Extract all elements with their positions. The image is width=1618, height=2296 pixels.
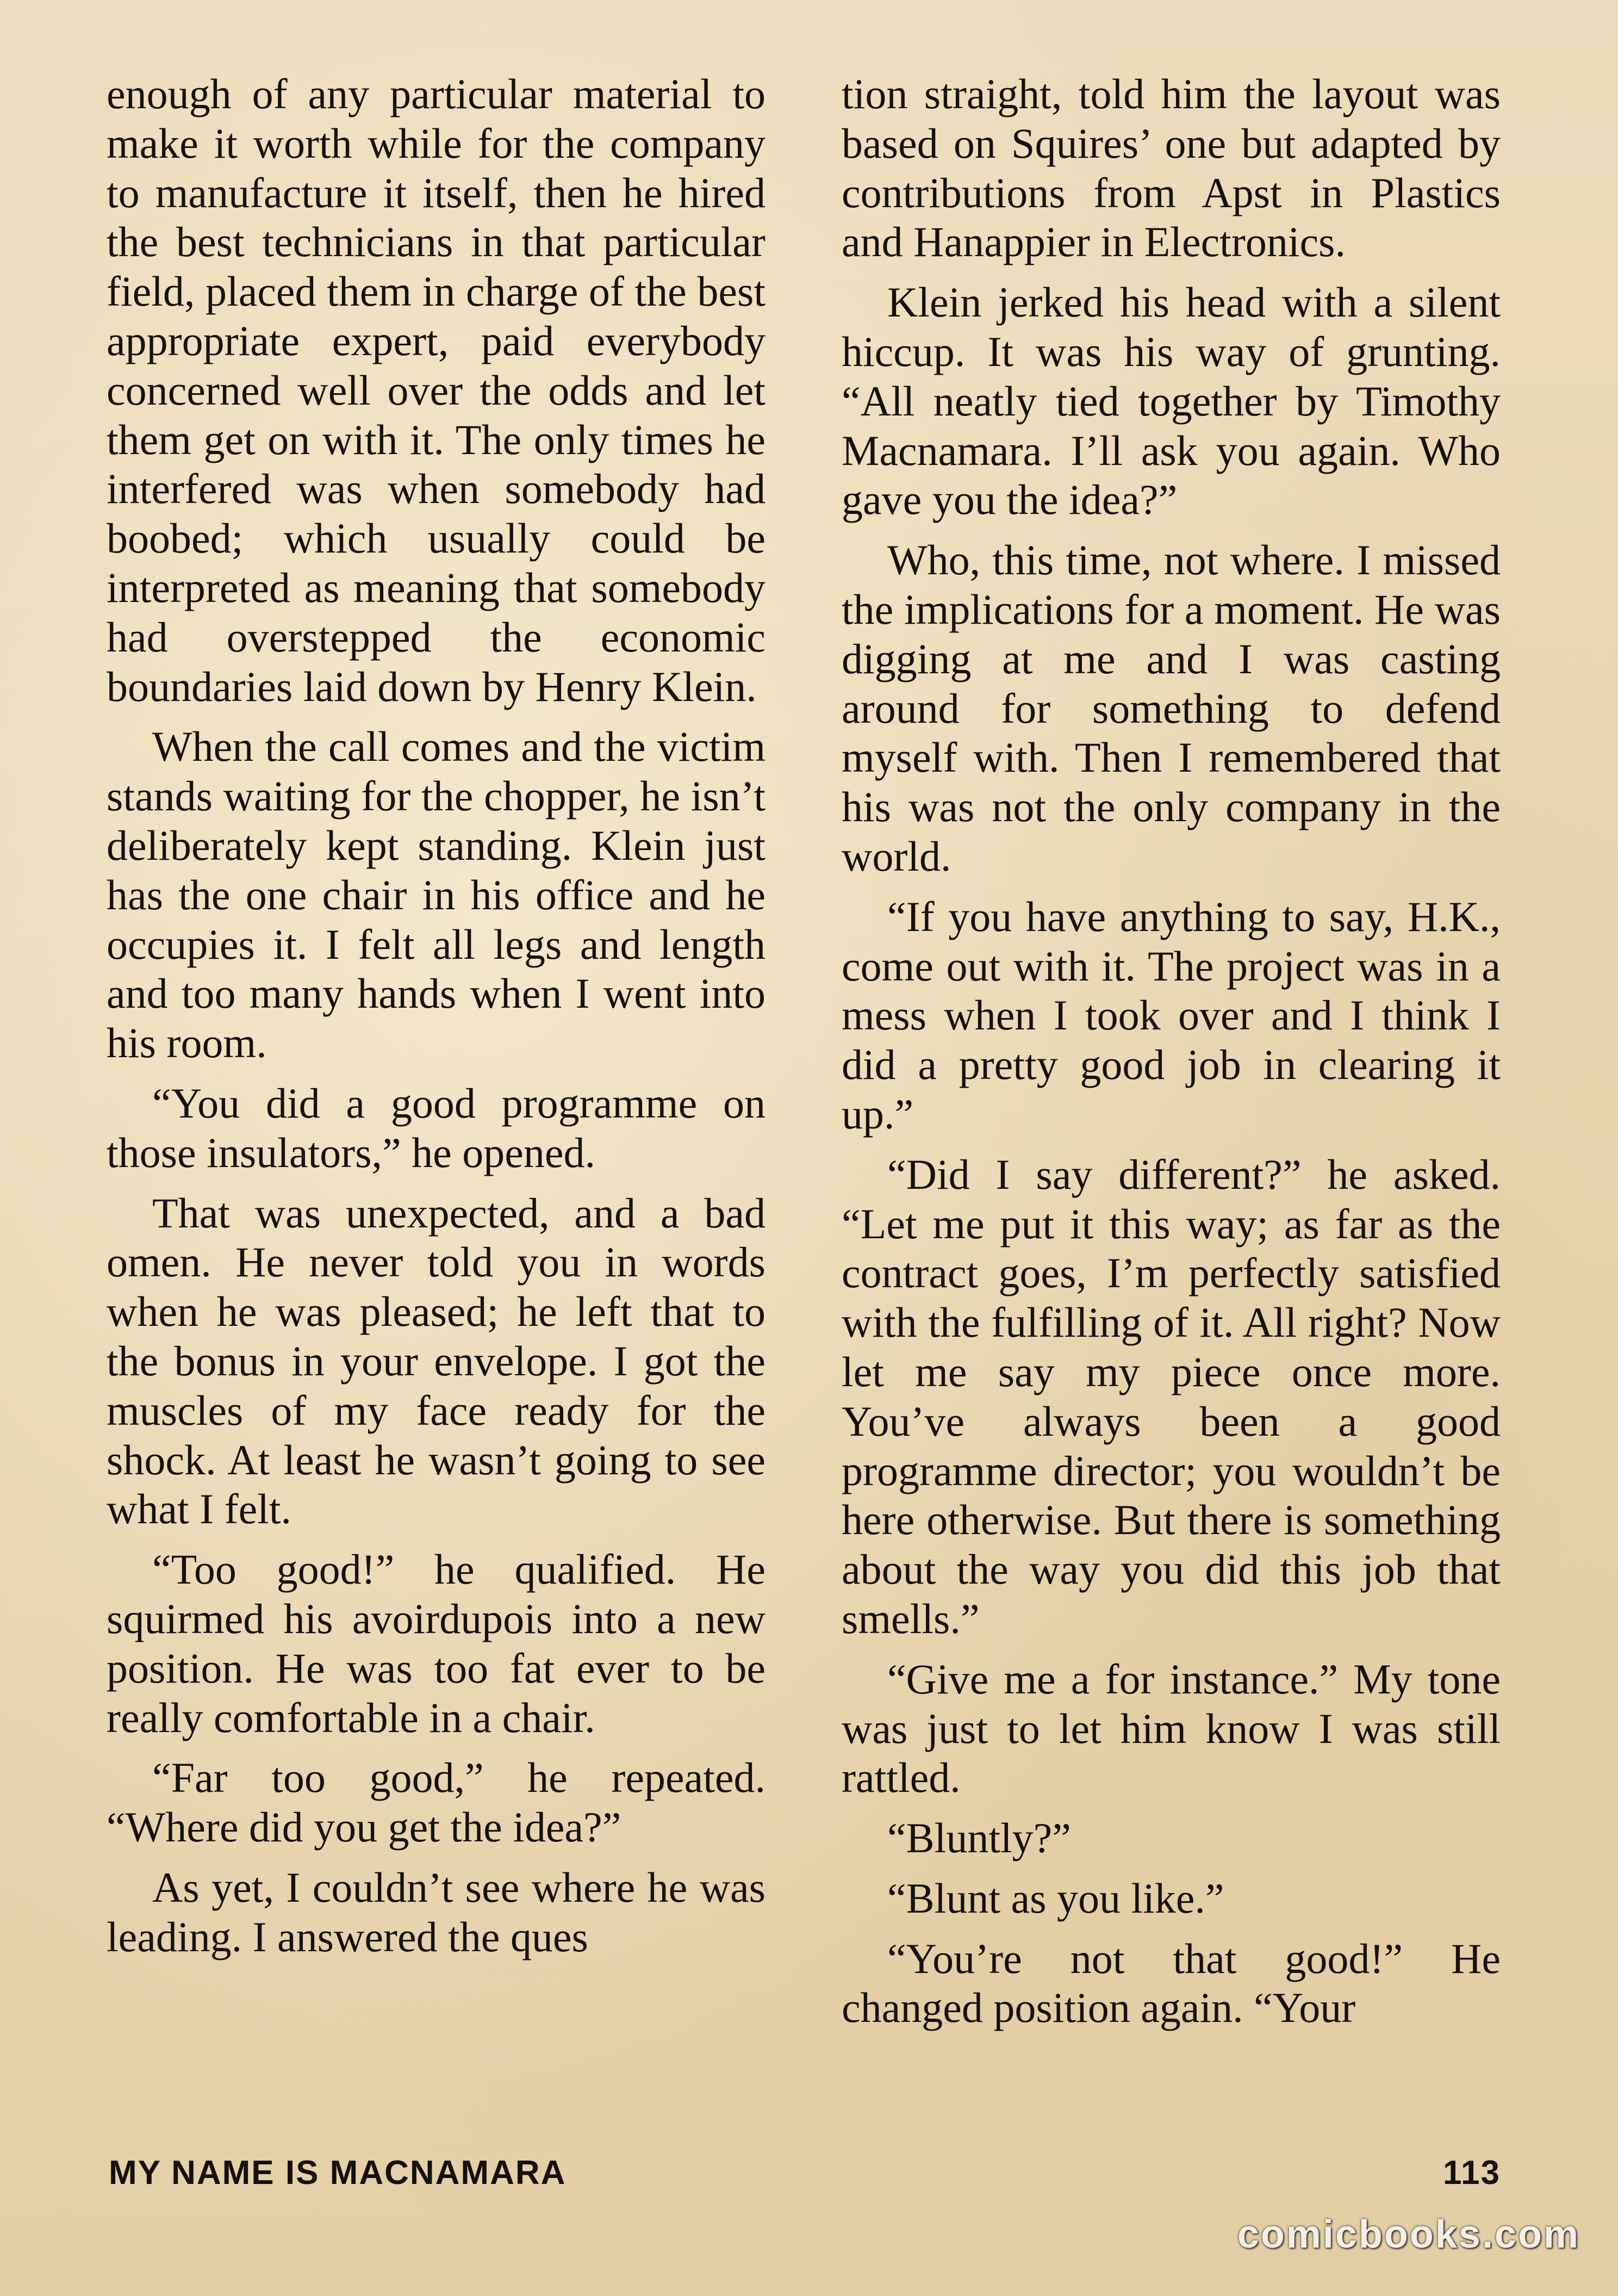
- paragraph: “Give me a for instance.” My tone was just to let him know I was still rattled.: [842, 1655, 1501, 1802]
- watermark: comicbooks.com: [1237, 2213, 1580, 2256]
- page-number: 113: [1442, 2154, 1501, 2192]
- paragraph: enough of any particular material to make it worth while for the company to manufacture it itself, then he hired the best technicians in that particular field, placed them in charge of the best appropriate expert, paid everybody concerned well over the odds and let them get on with it. The only times he interfered was when somebody had boobed; which usually could be interpreted as meaning that somebody had overstepped the economic boundaries laid down by Henry Klein.: [107, 70, 766, 710]
- page-footer: [109, 2154, 1501, 2197]
- paragraph: “Too good!” he qualified. He squirmed his avoirdupois into a new position. He was too fat ever to be really comfortable in a chair.: [107, 1546, 766, 1741]
- paragraph: That was unexpected, and a bad omen. He never told you in words when he was pleased; he left that to the bonus in your envelope. I got the muscles of my face ready for the shock. At least he wasn’t going to see what I felt.: [107, 1189, 766, 1533]
- left-text-column: [107, 70, 766, 1972]
- running-title: MY NAME IS MACNAMARA: [109, 2154, 567, 2192]
- paragraph: “Did I say different?” he asked. “Let me put it this way; as far as the contract goes, I’m perfectly satisfied with the fulfilling of it. All right? Now let me say my piece once more. You’ve always been a good programme director; you wouldn’t be here otherwise. But there is something about the way you did this job that smells.”: [842, 1150, 1501, 1642]
- paragraph: As yet, I couldn’t see where he was leading. I answered the ques: [107, 1863, 766, 1960]
- paragraph: “If you have anything to say, H.K., come out with it. The project was in a mess when I took over and I think I did a pretty good job in clearing it up.”: [842, 892, 1501, 1138]
- paragraph: “Far too good,” he repeated. “Where did you get the idea?”: [107, 1754, 766, 1851]
- paragraph: “Blunt as you like.”: [887, 1874, 1224, 1922]
- paragraph: Klein jerked his head with a silent hiccup. It was his way of grunting. “All neatly tied together by Timothy Macnamara. I’ll ask you again. Who gave you the idea?”: [842, 278, 1501, 524]
- paragraph: When the call comes and the victim stands waiting for the chopper, he isn’t deliberately kept standing. Klein just has the one chair in his office and he occupies it. I felt all legs and length and too many hands when I went into his room.: [107, 723, 766, 1067]
- paragraph: “You did a good programme on those insulators,” he opened.: [107, 1079, 766, 1176]
- paragraph: “Bluntly?”: [887, 1814, 1071, 1862]
- right-text-column: [842, 70, 1501, 2044]
- paragraph: “You’re not that good!” He changed position again. “Your: [842, 1934, 1501, 2032]
- paragraph: tion straight, told him the layout was based on Squires’ one but adapted by contributions from Apst in Plastics and Hanappier in Electronics.: [842, 70, 1501, 266]
- paragraph: Who, this time, not where. I missed the implications for a moment. He was digging at me and I was casting around for something to defend myself with. Then I remembered that his was not the only company in the world.: [842, 536, 1501, 880]
